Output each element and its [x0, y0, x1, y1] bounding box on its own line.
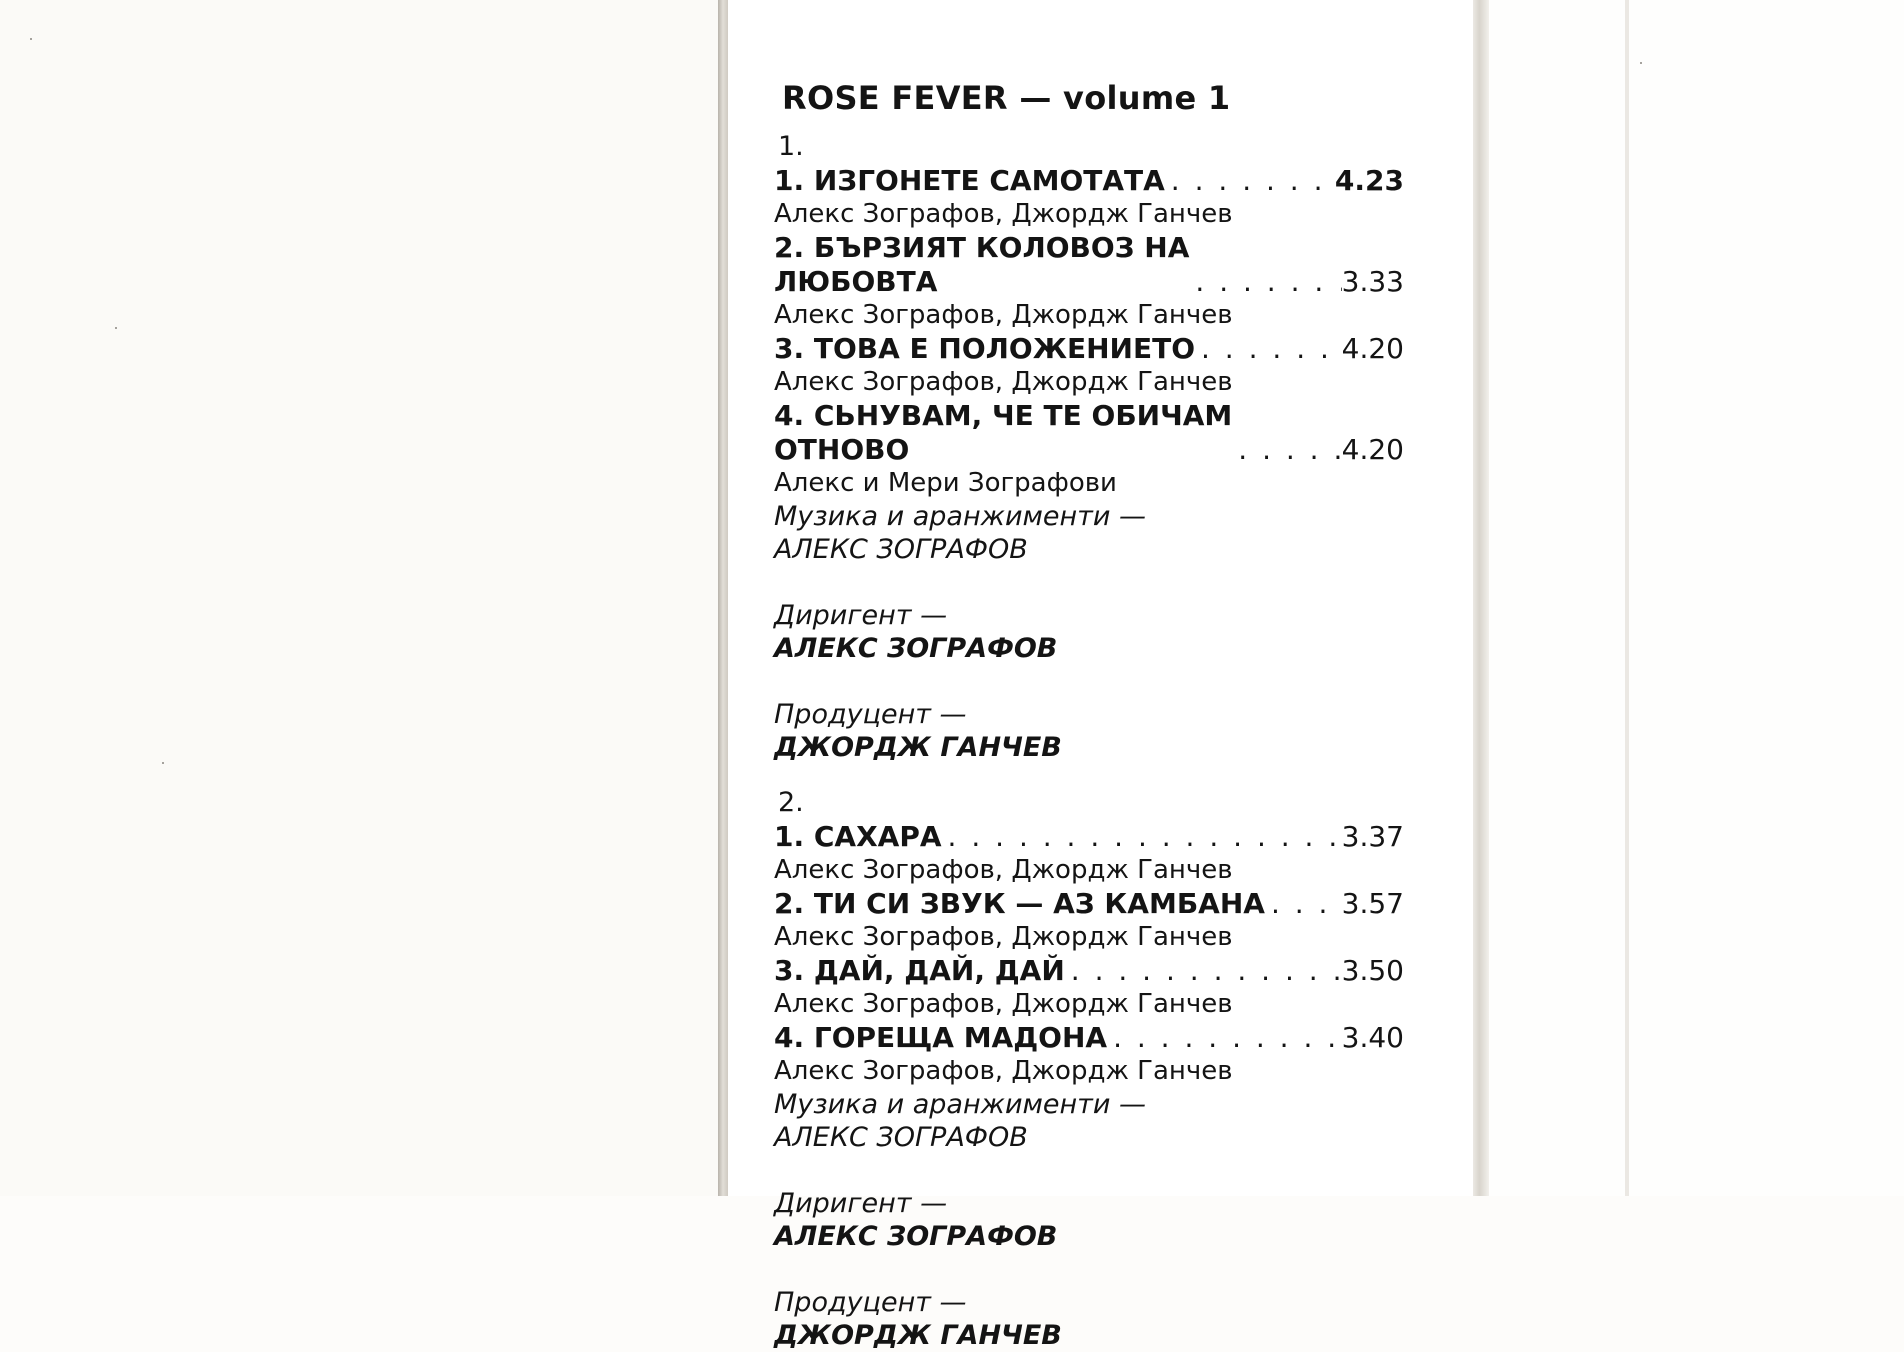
- track-title: 1. САХАРА: [774, 820, 942, 853]
- track-row: [774, 887, 1404, 921]
- dot-leader: [1189, 265, 1341, 299]
- track-authors: Алекс Зографов, Джордж Ганчев: [774, 922, 1233, 952]
- side-label: 2.: [778, 787, 804, 818]
- track-authors: Алекс Зографов, Джордж Ганчев: [774, 989, 1233, 1019]
- track-title: 4. СЬНУВАМ, ЧЕ ТЕ ОБИЧАМ ОТНОВО: [774, 399, 1233, 466]
- track-row: [774, 164, 1404, 198]
- track-duration: 3.33: [1341, 265, 1404, 298]
- credit-producer-label: Продуцент —: [774, 1287, 967, 1318]
- track-title: 1. ИЗГОНЕТЕ САМОТАТА: [774, 164, 1165, 197]
- track-authors: Алекс Зографов, Джордж Ганчев: [774, 199, 1233, 229]
- track-authors: Алекс и Мери Зографови: [774, 468, 1117, 498]
- track-row: [774, 399, 1404, 467]
- credit-conductor: [774, 566, 1404, 665]
- dot-leader: [1195, 332, 1342, 366]
- track-title: 3. ТОВА Е ПОЛОЖЕНИЕТО: [774, 332, 1195, 365]
- dot-leader: [1265, 887, 1342, 921]
- credit-conductor: [774, 1154, 1404, 1253]
- track-duration: 3.40: [1341, 1021, 1404, 1054]
- dot-leader: [1232, 433, 1341, 467]
- paper-left-area: [0, 0, 718, 1196]
- track-row: [774, 231, 1404, 299]
- track-duration: 3.57: [1341, 887, 1404, 920]
- paper-right-strip: [1489, 0, 1904, 1196]
- credit-conductor-name: АЛЕКС ЗОГРАФОВ: [774, 1221, 1058, 1252]
- track-listing: [774, 76, 1404, 1352]
- credit-producer: [774, 665, 1404, 764]
- side-label: 1.: [778, 131, 804, 162]
- credit-producer: [774, 1253, 1404, 1352]
- track-title: 4. ГОРЕЩА МАДОНА: [774, 1021, 1108, 1054]
- dot-leader: [1165, 164, 1335, 198]
- paper-fold-shadow: [718, 0, 728, 1196]
- credit-music-name: АЛЕКС ЗОГРАФОВ: [774, 534, 1028, 565]
- credit-producer-name: ДЖОРДЖ ГАНЧЕВ: [774, 732, 1062, 763]
- track-title: 2. ТИ СИ ЗВУК — АЗ КАМБАНА: [774, 887, 1265, 920]
- credit-producer-label: Продуцент —: [774, 699, 967, 730]
- paper-speck: [1640, 62, 1642, 64]
- album-title: ROSE FEVER — volume 1: [782, 79, 1231, 117]
- credit-conductor-name: АЛЕКС ЗОГРАФОВ: [774, 633, 1058, 664]
- paper-speck: [115, 327, 117, 329]
- track-authors: Алекс Зографов, Джордж Ганчев: [774, 1056, 1233, 1086]
- dot-leader: [942, 820, 1342, 854]
- track-authors: Алекс Зографов, Джордж Ганчев: [774, 855, 1233, 885]
- credit-producer-name: ДЖОРДЖ ГАНЧЕВ: [774, 1320, 1062, 1351]
- track-authors: Алекс Зографов, Джордж Ганчев: [774, 367, 1233, 397]
- track-row: [774, 820, 1404, 854]
- track-row: [774, 332, 1404, 366]
- credit-music-label: Музика и аранжименти —: [774, 1089, 1146, 1120]
- track-row: [774, 954, 1404, 988]
- track-duration: 4.20: [1341, 433, 1404, 466]
- dot-leader: [1107, 1021, 1342, 1055]
- track-authors: Алекс Зографов, Джордж Ганчев: [774, 300, 1233, 330]
- paper-speck: [162, 762, 164, 764]
- credit-conductor-label: Диригент —: [774, 1188, 948, 1219]
- side-1: [774, 130, 1404, 764]
- track-duration: 4.23: [1334, 164, 1404, 197]
- side-2: [774, 786, 1404, 1352]
- credit-conductor-label: Диригент —: [774, 600, 948, 631]
- track-duration: 3.50: [1341, 954, 1404, 987]
- track-duration: 3.37: [1341, 820, 1404, 853]
- track-row: [774, 1021, 1404, 1055]
- track-title: 2. БЪРЗИЯТ КОЛОВОЗ НА ЛЮБОВТА: [774, 231, 1190, 298]
- dot-leader: [1065, 954, 1342, 988]
- credit-music-name: АЛЕКС ЗОГРАФОВ: [774, 1122, 1028, 1153]
- paper-speck: [30, 38, 32, 40]
- track-title: 3. ДАЙ, ДАЙ, ДАЙ: [774, 954, 1065, 987]
- credit-music-label: Музика и аранжименти —: [774, 501, 1146, 532]
- track-duration: 4.20: [1341, 332, 1404, 365]
- paper-fold-far: [1625, 0, 1629, 1196]
- paper-fold-right: [1473, 0, 1489, 1196]
